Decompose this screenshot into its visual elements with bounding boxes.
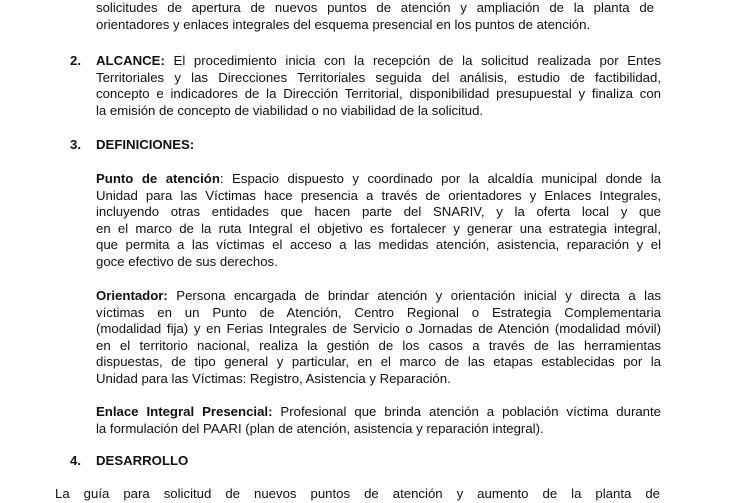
intro-paragraph (96, 0, 654, 33)
definition-line: Unidad para las Víctimas hace presencia a través de orientadores y Enlaces Integrales, (96, 187, 661, 203)
section-4-number: 4. (70, 453, 81, 468)
definition-line: en el territorio nacional, realiza la gestión de los casos a través de las herramientas (96, 337, 661, 353)
definition-term: Enlace Integral Presencial: (96, 404, 273, 419)
closing-paragraph (55, 486, 660, 503)
definition-orientador (96, 288, 661, 388)
definition-first-line (96, 288, 661, 305)
definition-enlace-integral-presencial (96, 404, 661, 437)
definition-line: dispuestas, de tipo general y particular, en el marco de las etapas establecidas por la (96, 354, 661, 370)
section-3-heading: DEFINICIONES: (96, 137, 195, 152)
definition-line: goce efectivo de sus derechos. (96, 253, 278, 269)
definition-term: Punto de atención (96, 171, 220, 186)
intro-line: solicitudes de apertura de nuevos puntos de atención y ampliación de la planta de (96, 0, 654, 15)
definition-punto-de-atencion (96, 171, 661, 271)
section-4-heading: DESARROLLO (96, 453, 189, 468)
definition-line: en el marco de la ruta Integral el objetivo es fortalecer y generar una estrategia integral, (96, 220, 661, 236)
definition-first-line-text: Profesional que brinda atención a población víctima durante (272, 404, 661, 419)
definition-first-line-text: Persona encargada de brindar atención y orientación inicial y directa a las (167, 288, 661, 303)
section-2-first-line-text: El procedimiento inicia con la recepción de la solicitud realizada por Entes (164, 53, 661, 68)
definition-first-line (96, 404, 661, 421)
closing-line: La guía para solicitud de nuevos puntos de atención y aumento de la planta de (55, 486, 660, 501)
section-2-number: 2. (70, 53, 81, 68)
section-2-line: la emisión de concepto de viabilidad o no viabilidad de la solicitud. (96, 102, 484, 118)
definition-term: Orientador: (96, 288, 168, 303)
section-2-line: Territoriales y las Direcciones Territoriales seguida del análisis, estudio de factibilidad, (96, 69, 661, 85)
section-2-line: concepto e indicadores de la Dirección Territorial, disponibilidad presupuestal y finaliza con (96, 86, 661, 102)
definition-line: Unidad para las Víctimas: Registro, Asistencia y Reparación. (96, 370, 451, 386)
definition-line: que permita a las víctimas el acceso a las medidas atención, asistencia, reparación y el (96, 237, 661, 253)
definition-line: la formulación del PAARI (plan de atención, asistencia y reparación integral). (96, 420, 544, 436)
definition-first-line (96, 171, 661, 188)
section-2-heading: ALCANCE: (96, 53, 165, 68)
section-2-paragraph (96, 53, 661, 119)
definition-line: (modalidad fija) y en Ferias Integrales de Servicio o Jornadas de Atención (modalidad móvil) (96, 321, 661, 337)
definition-line: incluyendo otras entidades que hacen parte del SNARIV, y la oferta local y que (96, 204, 661, 220)
section-3-number: 3. (70, 137, 81, 152)
definition-first-line-text: : Espacio dispuesto y coordinado por la alcaldía municipal donde la (219, 171, 661, 186)
definition-line: víctimas en un Punto de Atención, Centro Regional o Estrategia Complementaria (96, 304, 661, 320)
intro-line: orientadores y enlaces integrales del esquema presencial en los puntos de atención. (96, 16, 591, 32)
section-2-first-line (96, 53, 661, 70)
